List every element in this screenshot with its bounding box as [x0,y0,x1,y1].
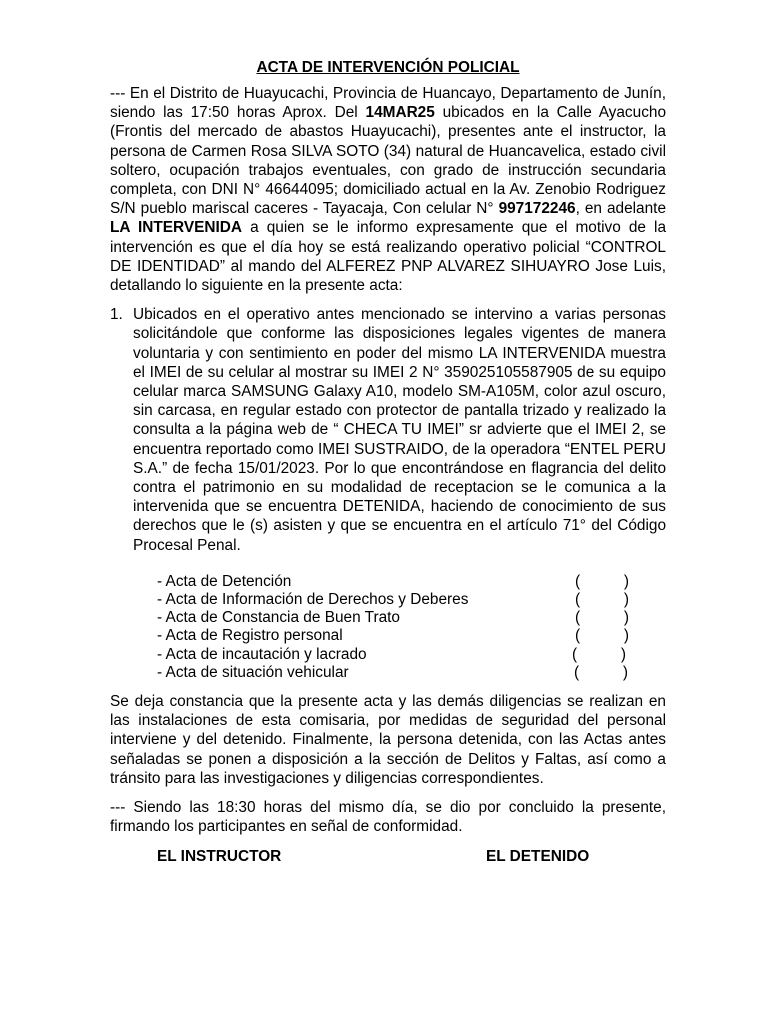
checklist-item [157,591,627,609]
item-1-text: Ubicados en el operativo antes mencionado se intervino a varias personas solicitándole que conforme las disposiciones legales vigentes de manera voluntaria y con sentimiento en poder del mismo LA INTERVENIDA muestra el IMEI de su celular al mostrar su IMEI 2 N° 359025105587905 de su equipo celular marca SAMSUNG Galaxy A10, modelo SM-A105M, color azul oscuro, sin carcasa, en regular estado con protector de pantalla trizado y realizado la consulta a la página web de “ CHECA TU IMEI” sr advierte que el IMEI 2, se encuentra reportado como IMEI SUSTRAIDO, de la operadora “ENTEL PERU S.A.” de fecha 15/01/2023. Por lo que encontrándose en flagrancia del delito contra el patrimonio en su modalidad de receptacion se le comunica a la intervenida que se encuentra DETENIDA, haciendo de conocimiento de sus derechos que le (s) asisten y que se encuentra en el artículo 71° del Código Procesal Penal. [133,306,666,554]
checklist-label: - Acta de Detención [157,572,292,590]
signature-instructor: EL INSTRUCTOR [157,848,282,866]
checklist-label: - Acta de Constancia de Buen Trato [157,609,400,627]
checkbox-parentheses[interactable]: ( ) [575,627,629,645]
item-number: 1. [110,306,123,324]
checkbox-parentheses[interactable]: ( ) [575,591,629,609]
checklist-label: - Acta de Información de Derechos y Deberes [157,591,469,609]
checklist-item [157,609,627,627]
checklist-item [157,646,627,664]
checkbox-parentheses[interactable]: ( ) [574,663,628,681]
checklist-label: - Acta de incautación y lacrado [157,645,367,663]
intro-text-2: ubicados en la Calle Ayacucho (Frontis del mercado de abastos Huayucachi), presentes ante el instructor, la persona de Carmen Rosa SILVA SOTO (34) natural de Huancavelica, estado civil soltero, ocupación trabajos eventuales, con grado de instrucción secundaria completa, con DNI N° 46644095; domiciliado actual en la Av. Zenobio Rodriguez S/N pueblo mariscal caceres - Tayacaja, Con celular N° [110,104,667,218]
document-title: ACTA DE INTERVENCIÓN POLICIAL [256,59,520,76]
checklist-item [157,573,627,591]
acta-checklist [157,573,627,682]
checkbox-parentheses[interactable]: ( ) [572,645,626,663]
checklist-label: - Acta de Registro personal [157,627,343,645]
intro-intervenida: LA INTERVENIDA [110,219,243,237]
intro-paragraph [110,84,666,295]
intro-phone: 997172246 [498,200,576,218]
closing-paragraph: --- Siendo las 18:30 horas del mismo día, se dio por concluido la presente, firmando los participantes en señal de conformidad. [110,799,666,836]
signature-block [110,848,666,868]
intro-text-4: a quien se le informo expresamente que el motivo de la intervención es que el día hoy se está realizando operativo policial “CONTROL DE IDENTIDAD” al mando del ALFEREZ PNP ALVAREZ SIHUAYRO Jose Luis, detallando lo siguiente en la presente acta: [110,219,667,295]
intro-text-3: , en adelante [575,200,667,218]
checklist-label: - Acta de situación vehicular [157,663,349,681]
checklist-item [157,664,627,682]
document-page [110,58,666,868]
signature-detenido: EL DETENIDO [486,848,590,866]
intro-date: 14MAR25 [365,104,435,122]
constancia-paragraph: Se deja constancia que la presente acta y las demás diligencias se realizan en las instalaciones de esta comisaria, por medidas de seguridad del personal interviene y del detenido. Finalmente, la persona detenida, con las Actas antes señaladas se ponen a disposición a la sección de Delitos y Faltas, así como a tránsito para las investigaciones y diligencias correspondientes. [110,693,666,787]
checkbox-parentheses[interactable]: ( ) [575,572,629,590]
checklist-item [157,627,627,645]
intro-text-1: --- En el Distrito de Huayucachi, Provincia de Huancayo, Departamento de Junín, siendo las 17:50 horas Aprox. Del [110,85,666,122]
numbered-item-1 [110,305,666,555]
checkbox-parentheses[interactable]: ( ) [575,609,629,627]
